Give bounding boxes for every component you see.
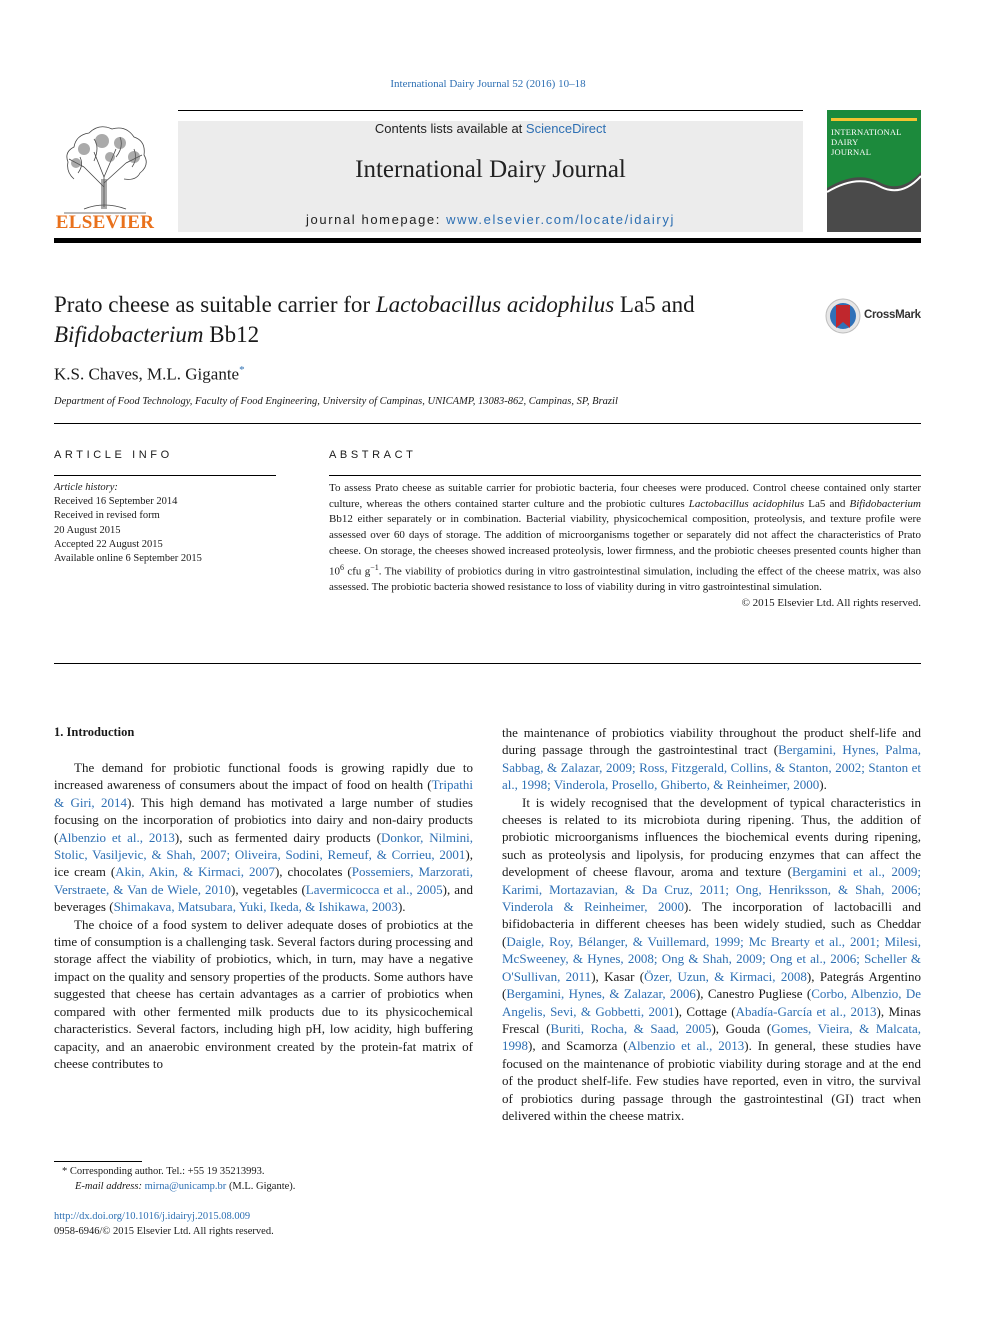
header-rule: [178, 110, 803, 111]
crossmark-label[interactable]: CrossMark: [864, 309, 921, 321]
sciencedirect-link[interactable]: ScienceDirect: [525, 121, 607, 136]
body-column-left: The demand for probiotic functional foods is growing rapidly due to increased awareness of consumers about the impact of food on health (Tripathi & Giri, 2014). This high demand has motivated a large number of studies focusing on the incorporation of probiotics into dairy and non-dairy products (Albenzio et al., 2013), such as fermented dairy products (Donkor, Nilmini, Stolic, Vasiljevic, & Shah, 2007; Oliveira, Sodini, Remeuf, & Corrieu, 2001), ice cream (Akin, Akin, & Kirmaci, 2007), chocolates (Possemiers, Marzorati, Verstraete, & Van de Wiele, 2010), vegetables (Lavermicocca et al., 2005), and beverages (Shimakava, Matsubara, Yuki, Ikeda, & Ishikawa, 2003). The choice of a food system to deliver adequate doses of probiotics at the time of consumption is a challenging task. Several factors during processing and storage affect the viability of probiotics, which, in turn, may have a negative impact on the quality and sensory properties of the products. Some authors have suggested that cheese has certain advantages as a carrier of probiotics when compared with other fermented milk products due to its physicochemical characteristics. Several factors, including high pH, low acidity, high buffering capacity, and an anaerobic environment created by the protein-fat matrix of cheese contributes to: [54, 760, 473, 1071]
divider: [54, 663, 921, 664]
citation-link[interactable]: Buriti, Rocha, & Saad, 2005: [550, 1020, 712, 1036]
abstract-heading: ABSTRACT: [329, 449, 417, 461]
body-column-right: the maintenance of probiotics viability throughout the product shelf-life and during passage through the gastrointestinal tract (Bergamini, Hynes, Palma, Sabbag, & Zalazar, 2009; Ross, Fitzgerald, Collins, & Stanton, 2002; Stanton et al., 1998; Vinderola, Prosello, Ghiberto, & Reinheimer, 2000). It is widely recognised that the development of typical characteristics in cheeses is related to its microbiota during ripening. Thus, the addition of probiotic microorganisms influences the biochemical events during ripening, such as proteolysis and lipolysis, for producing enzymes that can affect the development of cheese flavour, aroma and texture (Bergamini et al., 2009; Karimi, Mortazavian, & Da Cruz, 2011; Ong, Henriksson, & Shah, 2006; Vinderola & Reinheimer, 2000). The incorporation of lactobacilli and bifidobacteria in different cheeses has been widely studied, such as Cheddar (Daigle, Roy, Bélanger, & Vuillemard, 1999; Mc Brearty et al., 2001; Milesi, McSweeney, & Hynes, 2008; Ong & Shah, 2009; Ong et al., 2006; Scheller & O'Sullivan, 2011), Kasar (Özer, Uzun, & Kirmaci, 2008), Pategrás Argentino (Bergamini, Hynes, & Zalazar, 2006), Canestro Pugliese (Corbo, Albenzio, De Angelis, Sevi, & Gobbetti, 2001), Cottage (Abadía-García et al., 2013), Minas Frescal (Buriti, Rocha, & Saad, 2005), Gouda (Gomes, Vieira, & Malcata, 1998), and Scamorza (Albenzio et al., 2013). In general, these studies have focused on the maintenance of probiotic viability during storage and at the end of the product shelf-life. Few studies have reported, even in vitro, the survival of probiotics during passage through the gastrointestinal (GI) tract when delivered within the cheese matrix.: [502, 725, 921, 1123]
citation-link[interactable]: Corbo, Albenzio, De Angelis, Sevi, & Gobbetti, 2001: [502, 986, 921, 1019]
citation-link[interactable]: Shimakava, Matsubara, Yuki, Ikeda, & Ishikawa, 2003: [113, 899, 398, 915]
citation-link[interactable]: Albenzio et al., 2013: [58, 829, 175, 845]
journal-cover-thumbnail: [827, 110, 921, 232]
contents-line: Contents lists available at ScienceDirect: [374, 121, 607, 136]
article-title: Prato cheese as suitable carrier for Lactobacillus acidophilus La5 and Bifidobacterium Bb12: [54, 292, 695, 347]
corresponding-author-footnote: * Corresponding author. Tel.: +55 19 35213993.: [62, 1166, 265, 1177]
citation-link[interactable]: Bergamini, Hynes, Palma, Sabbag, & Zalazar, 2009; Ross, Fitzgerald, Collins, & Stanton, 2002; Stanton et al., 1998; Vinderola, Prosello, Ghiberto, & Reinheimer, 2000: [502, 742, 921, 793]
article-info-heading: ARTICLE INFO: [54, 449, 173, 461]
section-heading-introduction: 1. Introduction: [54, 725, 135, 739]
citation-link[interactable]: Abadía-García et al., 2013: [735, 1003, 877, 1019]
citation-link[interactable]: Özer, Uzun, & Kirmaci, 2008: [644, 968, 807, 984]
divider: [54, 423, 921, 424]
header-thick-rule: [54, 238, 921, 243]
homepage-link[interactable]: www.elsevier.com/locate/idairyj: [446, 212, 675, 227]
corresponding-author-mark[interactable]: *: [239, 364, 245, 376]
email-footnote: E-mail address: mirna@unicamp.br (M.L. Gigante).: [75, 1181, 296, 1192]
citation-link[interactable]: Daigle, Roy, Bélanger, & Vuillemard, 1999; Mc Brearty et al., 2001; Milesi, McSweeney, & Hynes, 2008; Ong & Shah, 2009; Ong et al., 2006; Scheller & O'Sullivan, 2011: [502, 933, 921, 984]
abstract-text: To assess Prato cheese as suitable carrier for probiotic bacteria, four cheeses were produced. Control cheese contained only starter culture, whereas the others contained starter culture and the probiotic cultures Lactobacillus acidophilus La5 and Bifidobacterium Bb12 either separately or in combination. Bacterial viability, physicochemical composition, proteolysis, and texture profile were assessed over 60 days of storage. The addition of microorganisms together or separately did not affect the characteristics of Prato cheese. On storage, the cheeses showed increased proteolysis, lower firmness, and the probiotic cheeses presented counts higher than $10^6$ cfu $g^{-1}$. The viability of probiotics during in vitro gastrointestinal simulation, including the effect of the cheese matrix, was also assessed. The probiotic bacteria showed resistance to loss of viability during in vitro gastrointestinal simulation. © 2015 Elsevier Ltd. All rights reserved.: [329, 481, 921, 611]
divider: [54, 475, 276, 476]
footnote-rule: [54, 1161, 142, 1162]
citation-link[interactable]: Lavermicocca et al., 2005: [305, 881, 443, 897]
journal-citation[interactable]: International Dairy Journal 52 (2016) 10–18: [390, 78, 586, 90]
citation-link[interactable]: Gomes, Vieira, & Malcata, 1998: [502, 1020, 921, 1054]
author-list: K.S. Chaves, M.L. Gigante*: [54, 364, 245, 384]
citation-link[interactable]: Possemiers, Marzorati, Verstraete, & Van de Wiele, 2010: [54, 864, 473, 897]
elsevier-wordmark: ELSEVIER: [55, 212, 155, 233]
cover-title: INTERNATIONAL DAIRY JOURNAL: [831, 127, 902, 157]
doi-link[interactable]: http://dx.doi.org/10.1016/j.idairyj.2015.08.009: [54, 1211, 251, 1222]
citation-link[interactable]: Tripathi & Giri, 2014: [54, 777, 473, 810]
article-history: Article history: Received 16 September 2014 Received in revised form 20 August 2015 Accepted 22 August 2015 Available online 6 September 2015: [54, 482, 202, 565]
citation-link[interactable]: Bergamini, Hynes, & Zalazar, 2006: [506, 986, 696, 1002]
affiliation: Department of Food Technology, Faculty of Food Engineering, University of Campinas, UNICAMP, 13083-862, Campinas, SP, Brazil: [54, 396, 618, 407]
email-link[interactable]: mirna@unicamp.br: [144, 1181, 227, 1192]
issn-copyright: 0958-6946/© 2015 Elsevier Ltd. All rights reserved.: [54, 1226, 274, 1237]
citation-link[interactable]: Akin, Akin, & Kirmaci, 2007: [115, 864, 275, 880]
copyright-notice: © 2015 Elsevier Ltd. All rights reserved.: [741, 596, 921, 609]
citation-link[interactable]: Donkor, Nilmini, Stolic, Vasiljevic, & Shah, 2007; Oliveira, Sodini, Remeuf, & Corrieu, 2001: [54, 829, 473, 863]
journal-homepage: journal homepage: www.elsevier.com/locate/idairyj: [306, 212, 675, 227]
journal-name: International Dairy Journal: [355, 156, 626, 183]
divider: [329, 475, 921, 476]
citation-link[interactable]: Albenzio et al., 2013: [627, 1038, 745, 1054]
citation-link[interactable]: Bergamini et al., 2009; Karimi, Mortazavian, & Da Cruz, 2011; Ong, Henriksson, & Shah, 2006; Vinderola & Reinheimer, 2000: [502, 864, 921, 915]
